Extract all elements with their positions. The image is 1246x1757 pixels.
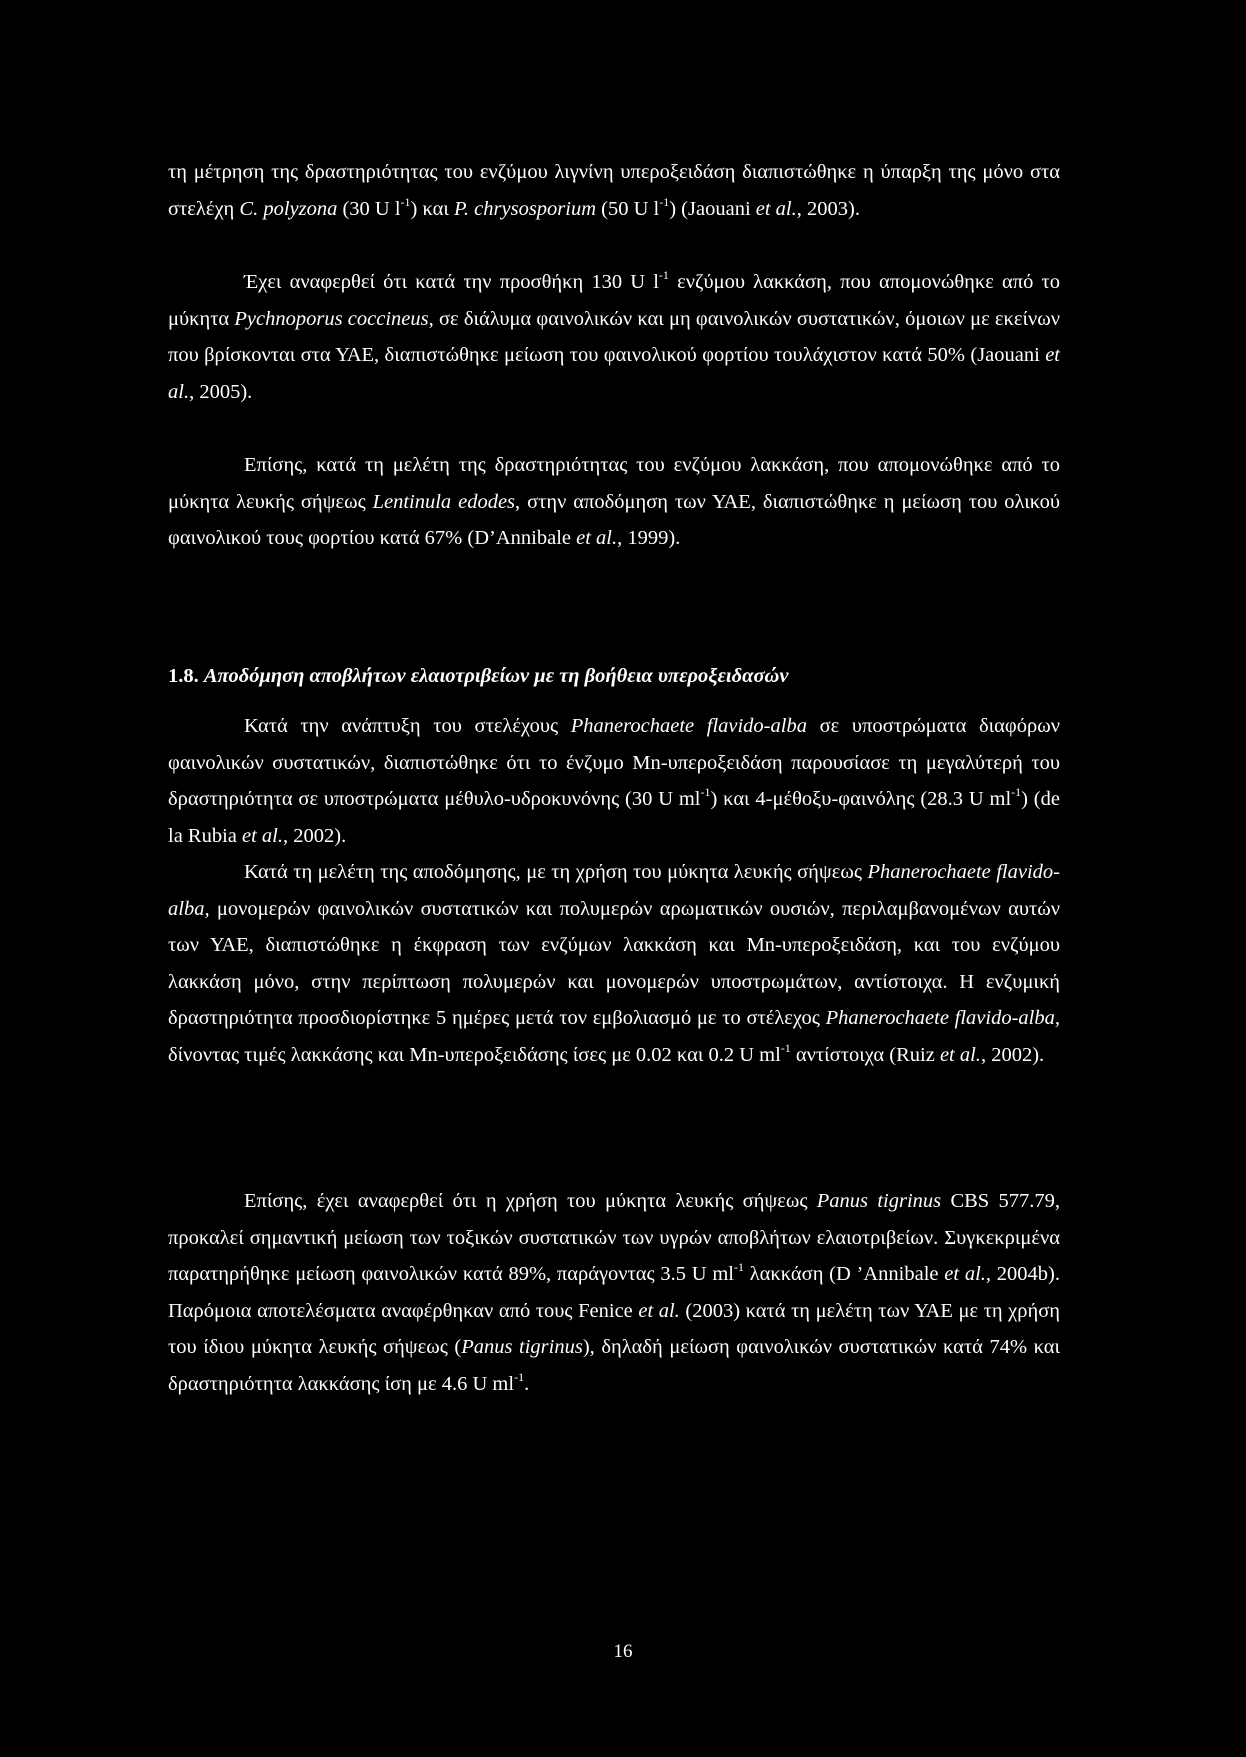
text-run: ενζύμου λακκάση, που απομονώθηκε από το μύκητα xyxy=(168,271,1060,330)
citation-etal: et al. xyxy=(242,824,284,847)
paragraph-flavido-alba-growth xyxy=(168,708,1060,854)
citation-etal: et al. xyxy=(168,344,1060,403)
text-run: Επίσης, κατά τη μελέτη της δραστηριότητας του ενζύμου λακκάση, που απομονώθηκε από το μύκητα λευκής σήψεως xyxy=(168,454,1060,513)
paragraph-flavido-alba-degradation xyxy=(168,854,1060,1074)
text-run: . xyxy=(524,1372,530,1395)
text-run: Κατά τη μελέτη της αποδόμησης, με τη χρήση του μύκητα λευκής σήψεως xyxy=(244,861,868,883)
superscript: -1 xyxy=(400,194,411,209)
section-number: 1.8. xyxy=(168,665,199,687)
species-name: Phanerochaete flavido-alba xyxy=(570,715,807,737)
text-run: CBS 577.79, προκαλεί σημαντική μείωση των τοξικών συστατικών των υγρών αποβλήτων ελαιοτριβείων. Συγκεκριμένα παρατηρήθηκε μείωση φαινολικών κατά 89%, παράγοντας 3.5 U ml xyxy=(168,1190,1060,1286)
text-run: , 1999). xyxy=(617,527,681,550)
text-run: , σε διάλυμα φαινολικών και μη φαινολικών συστατικών, όμοιων με εκείνων που βρίσκονται στα ΥΑΕ, διαπιστώθηκε μείωση του φαινολικού φορτίου τουλάχιστον κατά 50% (Jaouani xyxy=(168,307,1060,367)
text-run: (50 U l xyxy=(596,197,660,220)
text-run: σε υποστρώματα διαφόρων φαινολικών συστατικών, διαπιστώθηκε ότι το ένζυμο Mn-υπεροξειδάση παρουσίασε τη μεγαλύτερή του δραστηριότητα σε υποστρώματα μέθυλο-υδροκυνόνης (30 U ml xyxy=(168,715,1061,811)
text-run: ) (de la Rubia xyxy=(168,788,1060,847)
text-run: , 2005). xyxy=(189,380,253,403)
text-run: ) (Jaouani xyxy=(669,197,756,220)
text-run: (30 U l xyxy=(337,197,401,220)
text-run: Κατά την ανάπτυξη του στελέχους xyxy=(244,715,571,737)
paragraph-panus-tigrinus xyxy=(168,1183,1060,1403)
text-run: ) και xyxy=(410,197,455,220)
text-run: , στην αποδόμηση των ΥΑΕ, διαπιστώθηκε η μείωση του ολικού φαινολικού τους φορτίου κατά 67% (D’Annibale xyxy=(168,490,1061,550)
superscript: -1 xyxy=(780,1040,791,1055)
superscript: -1 xyxy=(514,1369,525,1384)
superscript: -1 xyxy=(658,268,669,282)
species-name: C. polyzona xyxy=(239,197,338,220)
text-run: λακκάση (D ’Annibale xyxy=(743,1263,945,1286)
superscript: -1 xyxy=(700,785,711,800)
citation-etal: et al. xyxy=(638,1299,680,1322)
text-run: Επίσης, έχει αναφερθεί ότι η χρήση του μύκητα λευκής σήψεως xyxy=(244,1190,817,1212)
section-title: Αποδόμηση αποβλήτων ελαιοτριβείων με τη βοήθεια υπεροξειδασών xyxy=(203,665,789,687)
superscript: -1 xyxy=(659,194,670,209)
page-number: 16 xyxy=(613,1641,633,1662)
text-run: ), δηλαδή μείωση φαινολικών συστατικών κατά 74% και δραστηριότητα λακκάσης ίση με 4.6 U ml xyxy=(168,1336,1060,1395)
section-heading xyxy=(168,658,1060,695)
paragraph-pychnoporus xyxy=(168,264,1060,410)
citation-etal: et al. xyxy=(576,527,618,550)
text-run: μονομερών φαινολικών συστατικών και πολυμερών αρωματικών ουσιών, περιλαμβανομένων αυτών των ΥΑΕ, διαπιστώθηκε η έκφραση των ενζύμων λακκάση και Mn-υπεροξειδάση, και του ενζύμου λακκάση μόνο, στην περίπτωση πολυμερών και μονομερών υποστρωμάτων, αντίστοιχα. Η ενζυμική δραστηριότητα προσδιορίστηκε 5 ημέρες μετά τον εμβολιασμό με το στέλεχος xyxy=(168,897,1060,1030)
text-run: (2003) κατά τη μελέτη των ΥΑΕ με τη χρήση του ίδιου μύκητα λευκής σήψεως ( xyxy=(168,1299,1060,1359)
paragraph-lignin-peroxidase xyxy=(168,154,1060,227)
citation-etal: et al. xyxy=(944,1263,986,1286)
text-run: Έχει αναφερθεί ότι κατά την προσθήκη 130 U l xyxy=(244,271,659,293)
species-name: Panus tigrinus xyxy=(816,1190,942,1212)
text-run: ) και 4-μέθοξυ-φαινόλης (28.3 U ml xyxy=(710,788,1012,811)
paragraph-lentinula xyxy=(168,447,1060,557)
species-name: Pychnoporus coccineus xyxy=(234,307,429,330)
species-name: Panus tigrinus xyxy=(461,1336,583,1359)
citation-etal: et al. xyxy=(755,197,797,220)
text-run: , 2004b). Παρόμοια αποτελέσματα αναφέρθηκαν από τους Fenice xyxy=(168,1263,1060,1322)
species-name: Lentinula edodes xyxy=(372,490,516,513)
text-run: τη μέτρηση της δραστηριότητας του ενζύμου λιγνίνη υπεροξειδάση διαπιστώθηκε η ύπαρξη της μόνο στα στελέχη xyxy=(168,161,1060,220)
species-name: P. chrysosporium xyxy=(454,197,597,220)
text-run: δίνοντας τιμές λακκάσης και Mn-υπεροξειδάσης ίσες με 0.02 και 0.2 U ml xyxy=(168,1043,781,1066)
text-run: , 2002). xyxy=(980,1043,1045,1066)
species-name: Phanerochaete flavido-alba, xyxy=(168,861,1061,920)
text-run: , 2002). xyxy=(283,824,347,847)
superscript: -1 xyxy=(733,1260,744,1275)
text-run: , 2003). xyxy=(796,197,860,220)
species-name: Phanerochaete flavido-alba, xyxy=(825,1007,1060,1030)
citation-etal: et al. xyxy=(939,1043,981,1066)
text-run: αντίστοιχα (Ruiz xyxy=(790,1043,940,1066)
superscript: -1 xyxy=(1011,785,1022,800)
